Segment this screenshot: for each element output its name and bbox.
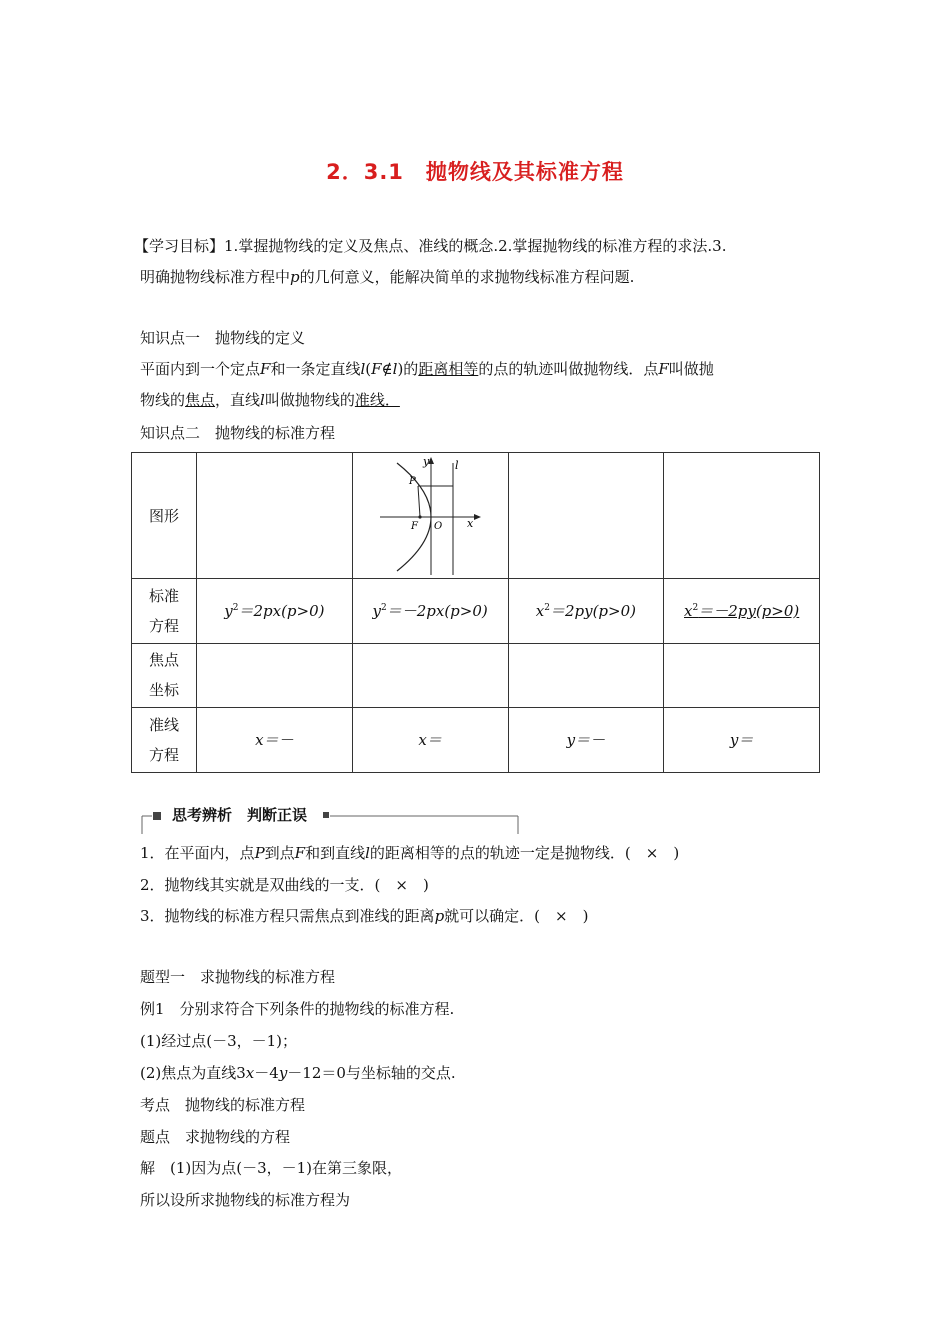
var-y: y [278, 1064, 288, 1082]
equation-cell-4 [664, 579, 820, 643]
cond-text: (2)焦点为直线3 [140, 1064, 246, 1082]
objectives-label: 【学习目标】 [134, 237, 225, 255]
row-label-graph: 图形 [132, 453, 197, 579]
directrix-cell-1 [197, 707, 353, 772]
kp1-line-2 [140, 389, 400, 410]
eq-exp: 2 [544, 602, 550, 613]
think-item-1 [140, 842, 679, 863]
objectives-text-2a: 明确抛物线标准方程中 [140, 268, 291, 286]
solution-line-1: 解 (1)因为点(－3，－1)在第三象限， [140, 1159, 403, 1177]
fig-label-y: y [423, 454, 430, 468]
eq-lhs: x [535, 601, 545, 620]
think-banner [140, 806, 522, 836]
row-label-focus [132, 643, 197, 707]
parabola-figure [375, 455, 485, 577]
kp1-text: 和一条定直线 [270, 360, 361, 378]
kp1-text: ( [365, 360, 372, 378]
item-text: 在平面内，点 [164, 844, 255, 862]
item-num: 3． [140, 907, 165, 925]
solution-line-2: 所以设所求抛物线的标准方程为 [140, 1191, 351, 1209]
directrix-text: y＝－ [566, 730, 606, 749]
eq-rhs: ＝－2px(p>0) [386, 601, 488, 620]
kp1-text: 的点的轨迹叫做抛物线．点 [478, 360, 659, 378]
fig-label-l: l [455, 458, 459, 472]
kp2-heading: 知识点二 抛物线的标准方程 [140, 424, 336, 442]
fig-label-P: P [409, 475, 416, 487]
var-x: x [245, 1064, 255, 1082]
equation-cell-3 [508, 579, 664, 643]
row-label-text: 准线 [148, 715, 179, 734]
banner-title: 思考辨析 判断正误 [172, 806, 308, 824]
kp1-notin: F∉l [371, 360, 398, 378]
directrix-cell-3 [508, 707, 664, 772]
eq-lhs: x [684, 601, 693, 620]
row-label-text: 焦点 [148, 651, 179, 670]
row-label-text: 标准 [148, 586, 179, 605]
condition-1: (1)经过点(－3，－1)； [140, 1032, 298, 1050]
cond-text: －4 [254, 1064, 279, 1082]
directrix-text: y＝ [729, 730, 754, 749]
tidian: 题点 求抛物线的方程 [140, 1128, 291, 1146]
objectives-line-2 [140, 266, 634, 287]
cond-text: －12＝0与坐标轴的交点. [287, 1064, 456, 1082]
var-F: F [294, 844, 306, 862]
kp1-text: 的 [403, 360, 419, 378]
item-text: 抛物线的标准方程只需焦点到准线的距离 [164, 907, 435, 925]
var-p: p [290, 268, 300, 286]
graph-cell-1 [197, 453, 353, 579]
kp1-text: 叫做抛物线的 [264, 391, 355, 409]
kp1-underline-focus: 焦点 [185, 391, 216, 409]
kp1-heading: 知识点一 抛物线的定义 [140, 329, 306, 347]
directrix-text: x＝ [418, 730, 442, 749]
focus-cell-4 [664, 643, 820, 707]
kp1-underline-distance: 距离相等 [418, 360, 479, 378]
row-label-text: 坐标 [148, 681, 179, 700]
equation-cell-1 [197, 579, 353, 643]
var-P: P [254, 844, 265, 862]
var-F: F [260, 360, 271, 378]
item-text: 和到直线 [305, 844, 366, 862]
graph-cell-4 [664, 453, 820, 579]
standard-equation-table [131, 452, 820, 773]
fig-label-F: F [411, 520, 419, 532]
directrix-cell-2 [352, 707, 508, 772]
eq-rhs: ＝2py(p>0) [549, 601, 636, 620]
fig-label-O: O [434, 520, 443, 532]
page-title: 2．3.1 抛物线及其标准方程 [326, 160, 624, 184]
kp1-underline-directrix: 准线． [354, 391, 400, 409]
item-num: 2． [140, 876, 165, 894]
var-F: F [658, 360, 669, 378]
think-item-3 [140, 905, 588, 926]
row-label-directrix [132, 707, 197, 772]
eq-lhs: y [224, 601, 233, 620]
focus-cell-2 [352, 643, 508, 707]
kp1-line-1 [140, 358, 714, 379]
eq-exp: 2 [692, 602, 699, 613]
var-l: l [365, 844, 370, 862]
item-text: 就可以确定．( × ) [444, 907, 589, 925]
directrix-cell-4 [664, 707, 820, 772]
eq-rhs: ＝－2py(p>0) [698, 601, 800, 620]
var-p: p [434, 907, 445, 925]
kp1-text: ) [397, 360, 404, 378]
kp1-text: 物线的 [140, 391, 186, 409]
eq-rhs: ＝2px(p>0) [238, 601, 325, 620]
kp1-text: ，直线 [215, 391, 261, 409]
focus-cell-3 [508, 643, 664, 707]
item-num: 1． [140, 844, 165, 862]
fig-label-x: x [467, 516, 474, 530]
eq-exp: 2 [232, 602, 239, 613]
objectives-line-1 [134, 235, 727, 256]
kaodian: 考点 抛物线的标准方程 [140, 1096, 306, 1114]
example-1: 例1 分别求符合下列条件的抛物线的标准方程. [140, 1000, 455, 1018]
kp1-text: 叫做抛 [668, 360, 714, 378]
objectives-text-2b: 的几何意义，能解决简单的求抛物线标准方程问题. [299, 268, 635, 286]
directrix-text: x＝－ [255, 730, 294, 749]
kp1-text: 平面内到一个定点 [140, 360, 261, 378]
condition-2 [140, 1062, 456, 1083]
think-item-2 [140, 874, 429, 895]
graph-cell-3 [508, 453, 664, 579]
var-l: l [360, 360, 366, 378]
graph-cell-2 [352, 453, 508, 579]
eq-lhs: y [372, 601, 381, 620]
row-label-text: 方程 [148, 616, 179, 635]
var-l: l [260, 391, 265, 409]
objectives-text-1: 1.掌握抛物线的定义及焦点、准线的概念.2.掌握抛物线的标准方程的求法.3. [224, 237, 727, 255]
row-label-equation [132, 579, 197, 643]
item-text: 的距离相等的点的轨迹一定是抛物线．( × ) [369, 844, 680, 862]
focus-cell-1 [197, 643, 353, 707]
item-text: 到点 [264, 844, 295, 862]
row-label-text: 方程 [148, 745, 179, 764]
eq-exp: 2 [380, 602, 387, 613]
item-text: 抛物线其实就是双曲线的一支．( × ) [164, 876, 429, 894]
equation-cell-2 [352, 579, 508, 643]
type1-heading: 题型一 求抛物线的标准方程 [140, 968, 336, 986]
